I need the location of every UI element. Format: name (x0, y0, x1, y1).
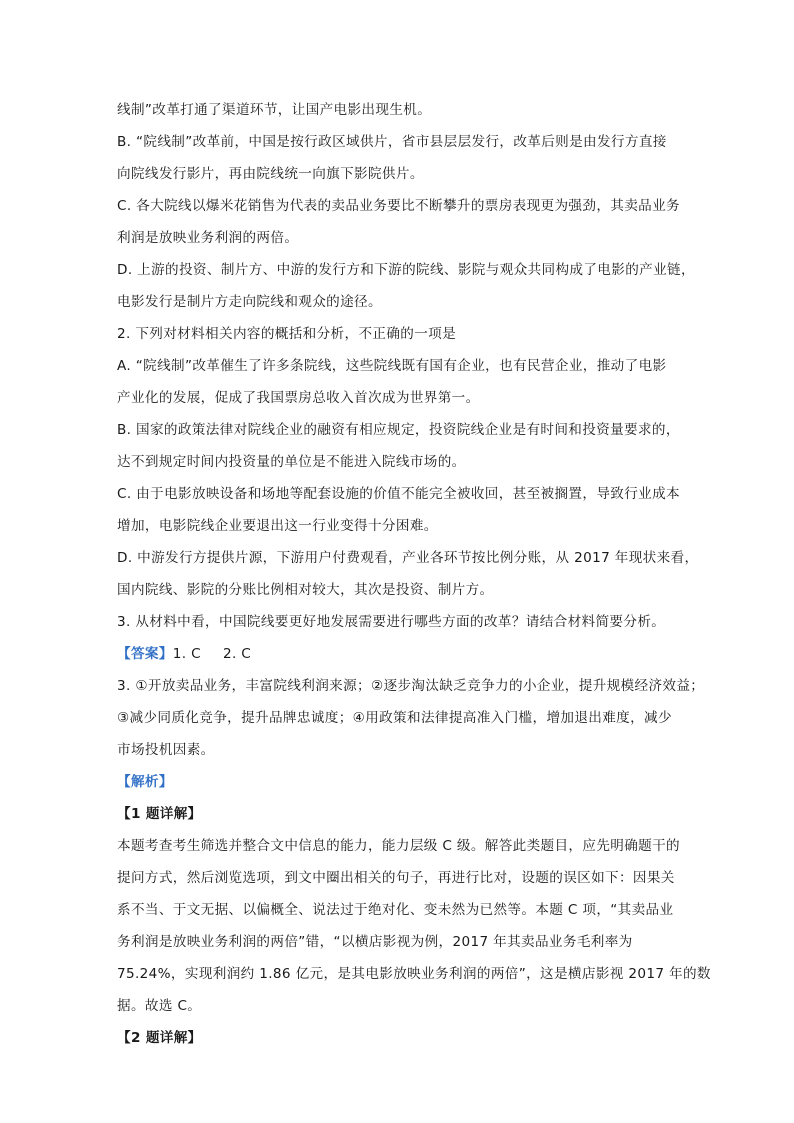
q2-option-a-line-1: A. “院线制”改革催生了许多条院线，这些院线既有国有企业，也有民营企业，推动了电影 (117, 358, 667, 374)
option-b-line-2: 向院线发行影片，再由院线统一向旗下影院供片。 (117, 166, 424, 182)
option-d-line-1: D. 上游的投资、制片方、中游的发行方和下游的院线、影院与观众共同构成了电影的产业链， (117, 262, 695, 278)
question-2: 2. 下列对材料相关内容的概括和分析，不正确的一项是 (117, 326, 457, 342)
option-d-line-2: 电影发行是制片方走向院线和观众的途径。 (117, 294, 382, 310)
q2-option-b-line-1: B. 国家的政策法律对院线企业的融资有相应规定，投资院线企业是有时间和投资量要求的， (117, 422, 680, 438)
q1-detail-line-4: 务利润是放映业务利润的两倍”错，“以横店影视为例，2017 年其卖品业务毛利率为 (117, 934, 633, 950)
q1-detail-line-6: 据。故选 C。 (117, 998, 202, 1014)
answer-3-line-2: ③减少同质化竞争，提升品牌忠诚度；④用政策和法律提高准入门槛，增加退出难度，减少 (117, 710, 672, 726)
q1-detail-line-1: 本题考查考生筛选并整合文中信息的能力，能力层级 C 级。解答此类题目，应先明确题干的 (117, 838, 680, 854)
option-c-line-2: 利润是放映业务利润的两倍。 (117, 230, 299, 246)
answer-3-line-1: 3. ①开放卖品业务，丰富院线利润来源；②逐步淘汰缺乏竞争力的小企业，提升规模经济效益； (117, 678, 705, 694)
q2-option-d-line-1: D. 中游发行方提供片源，下游用户付费观看，产业各环节按比例分账，从 2017 年现状来看， (117, 550, 699, 566)
answer-line (117, 644, 251, 664)
q2-option-c-line-1: C. 由于电影放映设备和场地等配套设施的价值不能完全被收回，甚至被搁置，导致行业成本 (117, 486, 680, 502)
answer-tag: 【答案】 (117, 646, 173, 662)
option-b-line-1: B. “院线制”改革前，中国是按行政区域供片，省市县层层发行，改革后则是由发行方直接 (117, 134, 667, 150)
q1-detail-line-5: 75.24%，实现利润约 1.86 亿元，是其电影放映业务利润的两倍”，这是横店影视 2017 年的数 (117, 966, 711, 982)
q1-heading: 【1 题详解】 (117, 806, 202, 822)
q2-option-b-line-2: 达不到规定时间内投资量的单位是不能进入院线市场的。 (117, 454, 466, 470)
answer-1: 1. C (172, 646, 201, 662)
answer-2: 2. C (222, 646, 252, 662)
text-line: 线制”改革打通了渠道环节，让国产电影出现生机。 (117, 102, 432, 118)
q2-option-c-line-2: 增加，电影院线企业要退出这一行业变得十分困难。 (117, 518, 438, 534)
q1-detail-line-2: 提问方式，然后浏览选项，到文中圈出相关的句子，再进行比对，设题的误区如下：因果关 (117, 870, 675, 886)
q2-option-d-line-2: 国内院线、影院的分账比例相对较大，其次是投资、制片方。 (117, 582, 494, 598)
q2-heading: 【2 题详解】 (117, 1030, 202, 1046)
question-3: 3. 从材料中看，中国院线要更好地发展需要进行哪些方面的改革？请结合材料简要分析。 (117, 614, 666, 630)
q2-option-a-line-2: 产业化的发展，促成了我国票房总收入首次成为世界第一。 (117, 390, 480, 406)
answer-3-line-3: 市场投机因素。 (117, 742, 215, 758)
option-c-line-1: C. 各大院线以爆米花销售为代表的卖品业务要比不断攀升的票房表现更为强劲，其卖品业务 (117, 198, 680, 214)
analysis-tag: 【解析】 (117, 774, 173, 790)
q1-detail-line-3: 系不当、于文无据、以偏概全、说法过于绝对化、变未然为已然等。本题 C 项，“其卖品业 (117, 902, 674, 918)
